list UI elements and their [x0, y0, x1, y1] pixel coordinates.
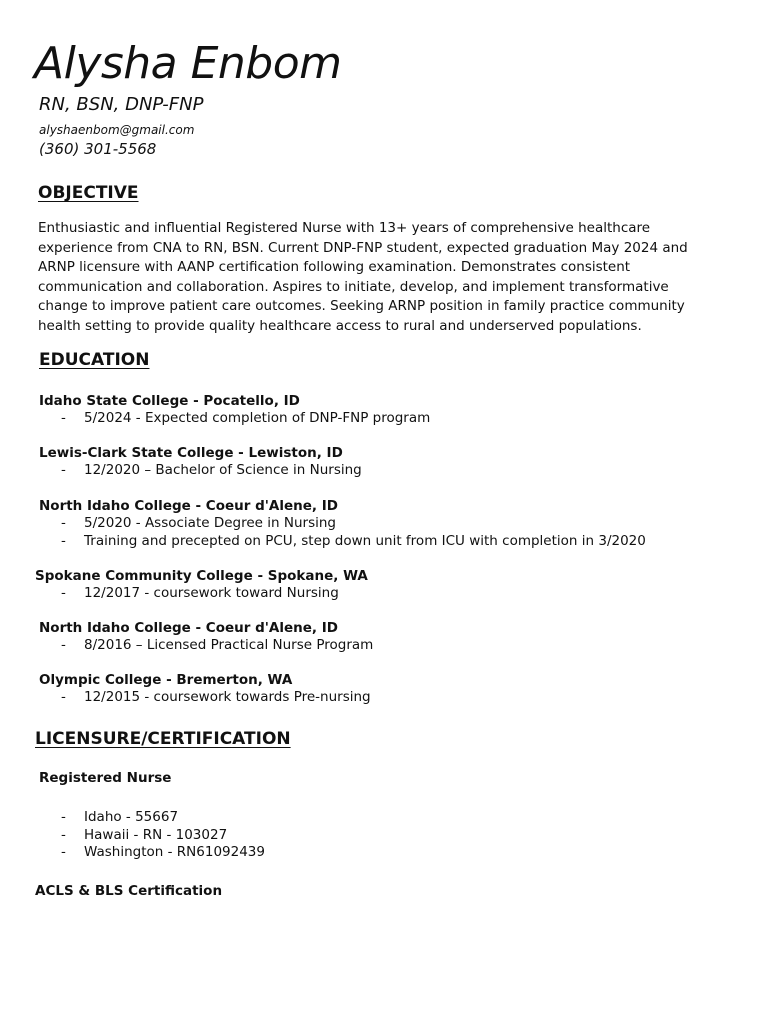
education-details [39, 585, 368, 603]
objective-text: Enthusiastic and influential Registered Nurse with 13+ years of comprehensive healthcare experience from CNA to RN, BSN. Current DNP-FNP student, expected graduation May 2024 and ARNP licensure with AANP certification following examination. Demonstrates consistent communication and collaboration. Aspires to initiate, develop, and implement transformative change to improve patient care outcomes. Seeking ARNP position in family practice community health setting to provide quality healthcare access to rural and underserved populations. [38, 220, 688, 334]
bullet-dash: - [61, 585, 66, 601]
bullet-dash: - [61, 809, 66, 825]
education-detail-text: 12/2015 - coursework towards Pre-nursing [84, 689, 371, 705]
registered-nurse-title: Registered Nurse [39, 770, 172, 786]
education-entry [35, 567, 368, 603]
license-text: Idaho - 55667 [84, 809, 179, 825]
education-entry [39, 497, 646, 550]
school-name: Spokane Community College - Spokane, WA [35, 568, 368, 584]
bullet-dash: - [61, 826, 66, 843]
education-entry [39, 392, 430, 428]
objective-heading: OBJECTIVE [38, 183, 139, 203]
education-entry [39, 671, 371, 707]
education-detail-item [39, 637, 373, 655]
education-detail-text: 5/2024 - Expected completion of DNP-FNP program [84, 410, 431, 426]
education-detail-text: 12/2020 – Bachelor of Science in Nursing [84, 462, 362, 478]
education-details [39, 689, 371, 707]
school-name: Olympic College - Bremerton, WA [39, 672, 293, 688]
education-details [39, 410, 430, 428]
school-name: Idaho State College - Pocatello, ID [39, 393, 300, 409]
education-detail-item [39, 462, 362, 480]
education-details [39, 637, 373, 655]
certification-title: ACLS & BLS Certification [35, 883, 223, 899]
bullet-dash: - [61, 844, 66, 860]
education-detail-text: 8/2016 – Licensed Practical Nurse Program [84, 637, 374, 653]
license-item [39, 844, 265, 862]
education-detail-item [39, 585, 368, 603]
education-detail-item [39, 515, 646, 533]
education-detail-item [39, 689, 371, 707]
education-detail-text: Training and precepted on PCU, step down unit from ICU with completion in 3/2020 [84, 532, 646, 549]
bullet-dash: - [61, 410, 66, 426]
education-details [39, 462, 362, 480]
license-item [39, 809, 265, 827]
education-detail-text: 12/2017 - coursework toward Nursing [84, 585, 339, 601]
license-text: Washington - RN61092439 [84, 844, 265, 860]
license-list [39, 809, 265, 862]
school-name: North Idaho College - Coeur d'Alene, ID [39, 620, 338, 636]
education-entry [39, 619, 373, 655]
bullet-dash: - [61, 462, 66, 478]
education-detail-text: 5/2020 - Associate Degree in Nursing [84, 515, 336, 531]
bullet-dash: - [61, 637, 66, 653]
license-list-container [39, 809, 265, 862]
candidate-phone: (360) 301-5568 [39, 140, 157, 158]
licensure-heading: LICENSURE/CERTIFICATION [35, 729, 291, 749]
bullet-dash: - [61, 532, 66, 549]
bullet-dash: - [61, 515, 66, 531]
school-name: North Idaho College - Coeur d'Alene, ID [39, 498, 338, 514]
license-item [39, 827, 265, 845]
education-detail-item [39, 533, 646, 551]
candidate-credentials: RN, BSN, DNP-FNP [39, 94, 204, 115]
education-details [39, 515, 646, 550]
bullet-dash: - [61, 689, 66, 705]
education-heading: EDUCATION [39, 350, 150, 370]
candidate-email: alyshaenbom@gmail.com [39, 123, 195, 137]
candidate-name: Alysha Enbom [34, 38, 342, 89]
education-detail-item [39, 410, 430, 428]
education-entry [39, 444, 362, 480]
license-text: Hawaii - RN - 103027 [84, 826, 228, 843]
school-name: Lewis-Clark State College - Lewiston, ID [39, 445, 343, 461]
